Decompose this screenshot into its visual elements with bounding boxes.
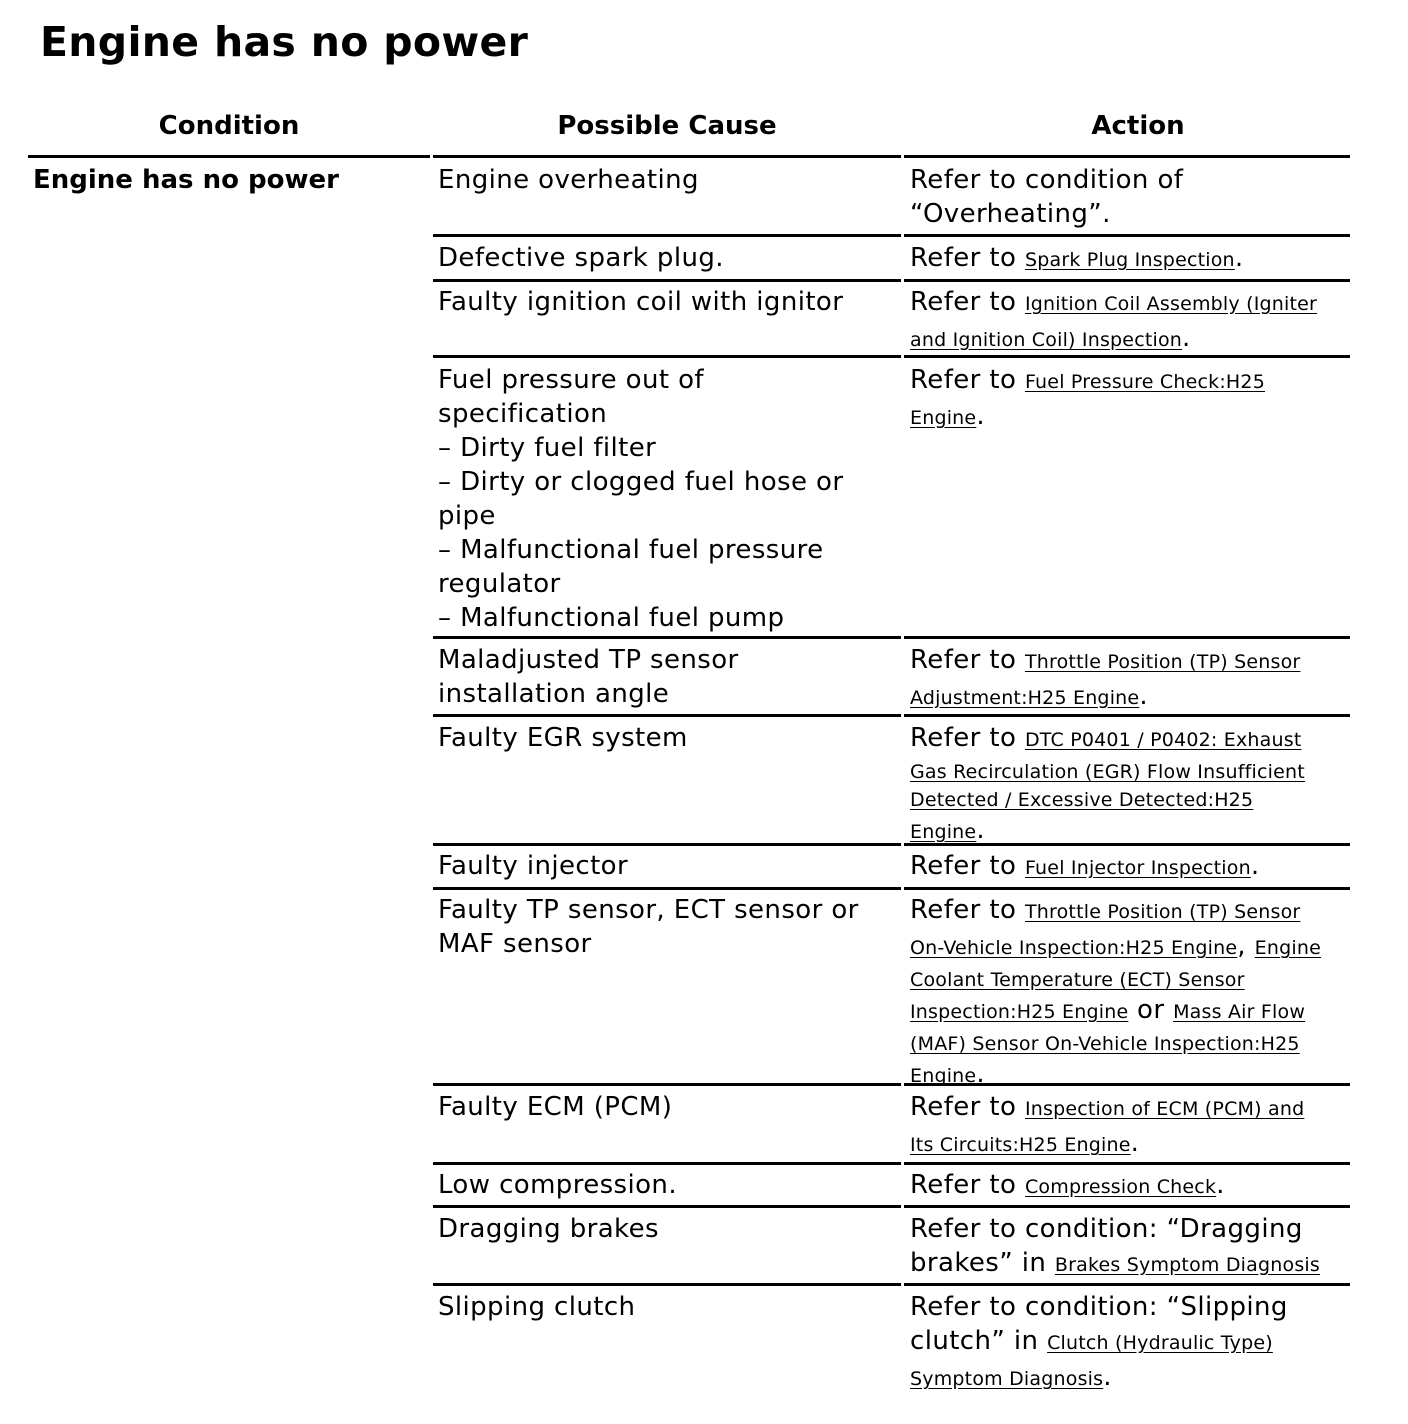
action-line: Refer to condition of [910,165,1184,195]
row-divider [904,234,1350,237]
action-line [910,785,1349,813]
action-line [910,1324,1349,1360]
cause-line: MAF sensor [438,929,592,959]
header-action: Action [1091,111,1185,141]
refer-to-text: Refer to [910,287,1025,317]
cause-cell [438,1290,898,1324]
period-text: . [1250,851,1260,881]
action-line [910,1360,1349,1396]
row-divider [904,1205,1350,1208]
row-divider [904,279,1350,282]
action-cell [910,643,1349,715]
cause-line: – Dirty or clogged fuel hose or [438,467,844,497]
action-line: Refer to condition: “Dragging [910,1214,1303,1244]
clutch-symptom-diagnosis-link[interactable]: Clutch (Hydraulic Type) [1047,1332,1273,1354]
action-line [910,721,1349,757]
row-divider [433,1083,901,1086]
action-cell [910,285,1349,357]
cause-cell [438,849,898,883]
action-line [910,1057,1349,1093]
cause-cell [438,721,898,755]
cause-cell [438,285,898,319]
tp-sensor-inspection-link[interactable]: Throttle Position (TP) Sensor [1024,901,1301,923]
row-divider [433,1162,901,1165]
period-text: . [1182,323,1191,353]
row-divider [433,843,901,846]
cause-cell [438,893,898,961]
action-line [910,993,1349,1029]
action-line [910,241,1349,277]
fuel-pressure-check-link[interactable]: Fuel Pressure Check:H25 [1024,371,1265,393]
action-line [910,399,1349,435]
cause-line: Faulty injector [438,851,629,881]
cause-line: Faulty ignition coil with ignitor [438,287,844,317]
cause-line: Faulty TP sensor, ECT sensor or [438,895,859,925]
row-divider [433,234,901,237]
row-divider [433,1283,901,1286]
cause-line: pipe [438,501,496,531]
period-text: . [1216,1170,1225,1200]
maf-sensor-inspection-link[interactable]: (MAF) Sensor On-Vehicle Inspection:H25 [910,1033,1300,1055]
ecm-pcm-inspection-link[interactable]: Its Circuits:H25 Engine [910,1134,1131,1156]
action-line [910,285,1349,321]
period-text: . [976,1059,985,1089]
action-cell [910,849,1349,885]
ignition-coil-inspection-link[interactable]: Ignition Coil Assembly (Igniter [1024,293,1318,315]
spark-plug-inspection-link[interactable]: Spark Plug Inspection [1024,249,1235,271]
refer-to-text: Refer to [910,1170,1025,1200]
fuel-injector-inspection-link[interactable]: Fuel Injector Inspection [1024,857,1251,879]
action-line: “Overheating”. [910,199,1111,229]
action-line [910,1126,1349,1162]
ecm-pcm-inspection-link[interactable]: Inspection of ECM (PCM) and [1024,1098,1305,1120]
row-divider [433,887,901,890]
action-line [910,1090,1349,1126]
refer-to-text: Refer to [910,243,1025,273]
action-line [910,813,1349,849]
action-cell [910,1168,1349,1204]
period-text: . [1139,681,1148,711]
action-text: brakes” in [910,1248,1055,1278]
dtc-p0401-p0402-link[interactable]: Engine [910,821,977,843]
or-text: or [1128,995,1174,1025]
cause-line: Defective spark plug. [438,243,724,273]
row-divider [433,355,901,358]
action-line [910,321,1349,357]
action-cell [910,241,1349,277]
cause-line: Low compression. [438,1170,677,1200]
row-divider [904,887,1350,890]
cause-line: – Malfunctional fuel pump [438,603,785,633]
action-line [910,929,1349,965]
action-line [910,363,1349,399]
period-text: . [976,815,985,845]
header-rule-condition [28,155,430,158]
row-divider [433,1205,901,1208]
fuel-pressure-check-link[interactable]: Engine [910,407,977,429]
row-divider [433,636,901,639]
action-line [910,679,1349,715]
dtc-p0401-p0402-link[interactable]: Gas Recirculation (EGR) Flow Insufficient [910,761,1305,783]
row-divider [904,1162,1350,1165]
maf-sensor-inspection-link[interactable]: Engine [910,1065,977,1087]
action-cell [910,363,1349,435]
header-possible-cause: Possible Cause [557,111,777,141]
clutch-symptom-diagnosis-link[interactable]: Symptom Diagnosis [910,1368,1104,1390]
action-line [910,965,1349,993]
cause-line: specification [438,399,608,429]
cause-cell [438,1168,898,1202]
ect-sensor-inspection-link[interactable]: Inspection:H25 Engine [910,1001,1129,1023]
period-text: . [1103,1362,1112,1392]
compression-check-link[interactable]: Compression Check [1024,1176,1217,1198]
action-line [910,1168,1349,1204]
refer-to-text: Refer to [910,851,1025,881]
cause-line: Faulty ECM (PCM) [438,1092,673,1122]
cause-line: Fuel pressure out of [438,365,704,395]
refer-to-text: Refer to [910,645,1025,675]
action-line [910,849,1349,885]
condition-cell: Engine has no power [33,165,339,195]
cause-cell [438,1090,898,1124]
cause-line: Engine overheating [438,165,699,195]
tp-sensor-adjustment-link[interactable]: Adjustment:H25 Engine [910,687,1140,709]
cause-line: installation angle [438,679,670,709]
action-line [910,893,1349,929]
cause-cell [438,643,898,711]
header-rule-cause [433,155,901,158]
header-condition: Condition [158,111,300,141]
cause-line: regulator [438,569,561,599]
period-text: . [1234,243,1244,273]
action-line: Refer to condition: “Slipping [910,1292,1288,1322]
cause-cell [438,363,898,635]
comma-text: , [1237,931,1255,961]
cause-line: Slipping clutch [438,1292,636,1322]
cause-line: – Dirty fuel filter [438,433,657,463]
header-rule-action [904,155,1350,158]
action-cell [910,893,1349,1093]
cause-line: Maladjusted TP sensor [438,645,739,675]
row-divider [433,714,901,717]
brakes-symptom-diagnosis-link[interactable]: Brakes Symptom Diagnosis [1054,1254,1321,1276]
action-line [910,757,1349,785]
period-text: . [976,401,985,431]
maf-sensor-inspection-link[interactable]: Mass Air Flow [1173,1001,1306,1023]
refer-to-text: Refer to [910,723,1025,753]
cause-line: Dragging brakes [438,1214,659,1244]
tp-sensor-inspection-link[interactable]: On-Vehicle Inspection:H25 Engine [910,937,1238,959]
action-line [910,643,1349,679]
refer-to-text: Refer to [910,895,1025,925]
ect-sensor-inspection-link[interactable]: Engine [1254,937,1321,959]
action-line [910,1029,1349,1057]
cause-cell [438,241,898,275]
ect-sensor-inspection-link[interactable]: Coolant Temperature (ECT) Sensor [910,969,1245,991]
action-cell [910,721,1349,849]
tp-sensor-adjustment-link[interactable]: Throttle Position (TP) Sensor [1024,651,1301,673]
page-title: Engine has no power [40,18,529,66]
row-divider [904,636,1350,639]
cause-cell [438,1212,898,1246]
dtc-p0401-p0402-link[interactable]: Detected / Excessive Detected:H25 [910,789,1254,811]
period-text: . [1130,1128,1140,1158]
row-divider [433,279,901,282]
row-divider [904,1283,1350,1286]
refer-to-text: Refer to [910,1092,1025,1122]
cause-line: – Malfunctional fuel pressure [438,535,824,565]
action-cell [910,163,1349,231]
cause-cell [438,163,898,197]
action-cell [910,1212,1349,1282]
action-cell [910,1290,1349,1396]
dtc-p0401-p0402-link[interactable]: DTC P0401 / P0402: Exhaust [1024,729,1302,751]
action-line [910,1246,1349,1282]
action-cell [910,1090,1349,1162]
ignition-coil-inspection-link[interactable]: and Ignition Coil) Inspection [910,329,1183,351]
refer-to-text: Refer to [910,365,1025,395]
cause-line: Faulty EGR system [438,723,688,753]
action-text: clutch” in [910,1326,1048,1356]
